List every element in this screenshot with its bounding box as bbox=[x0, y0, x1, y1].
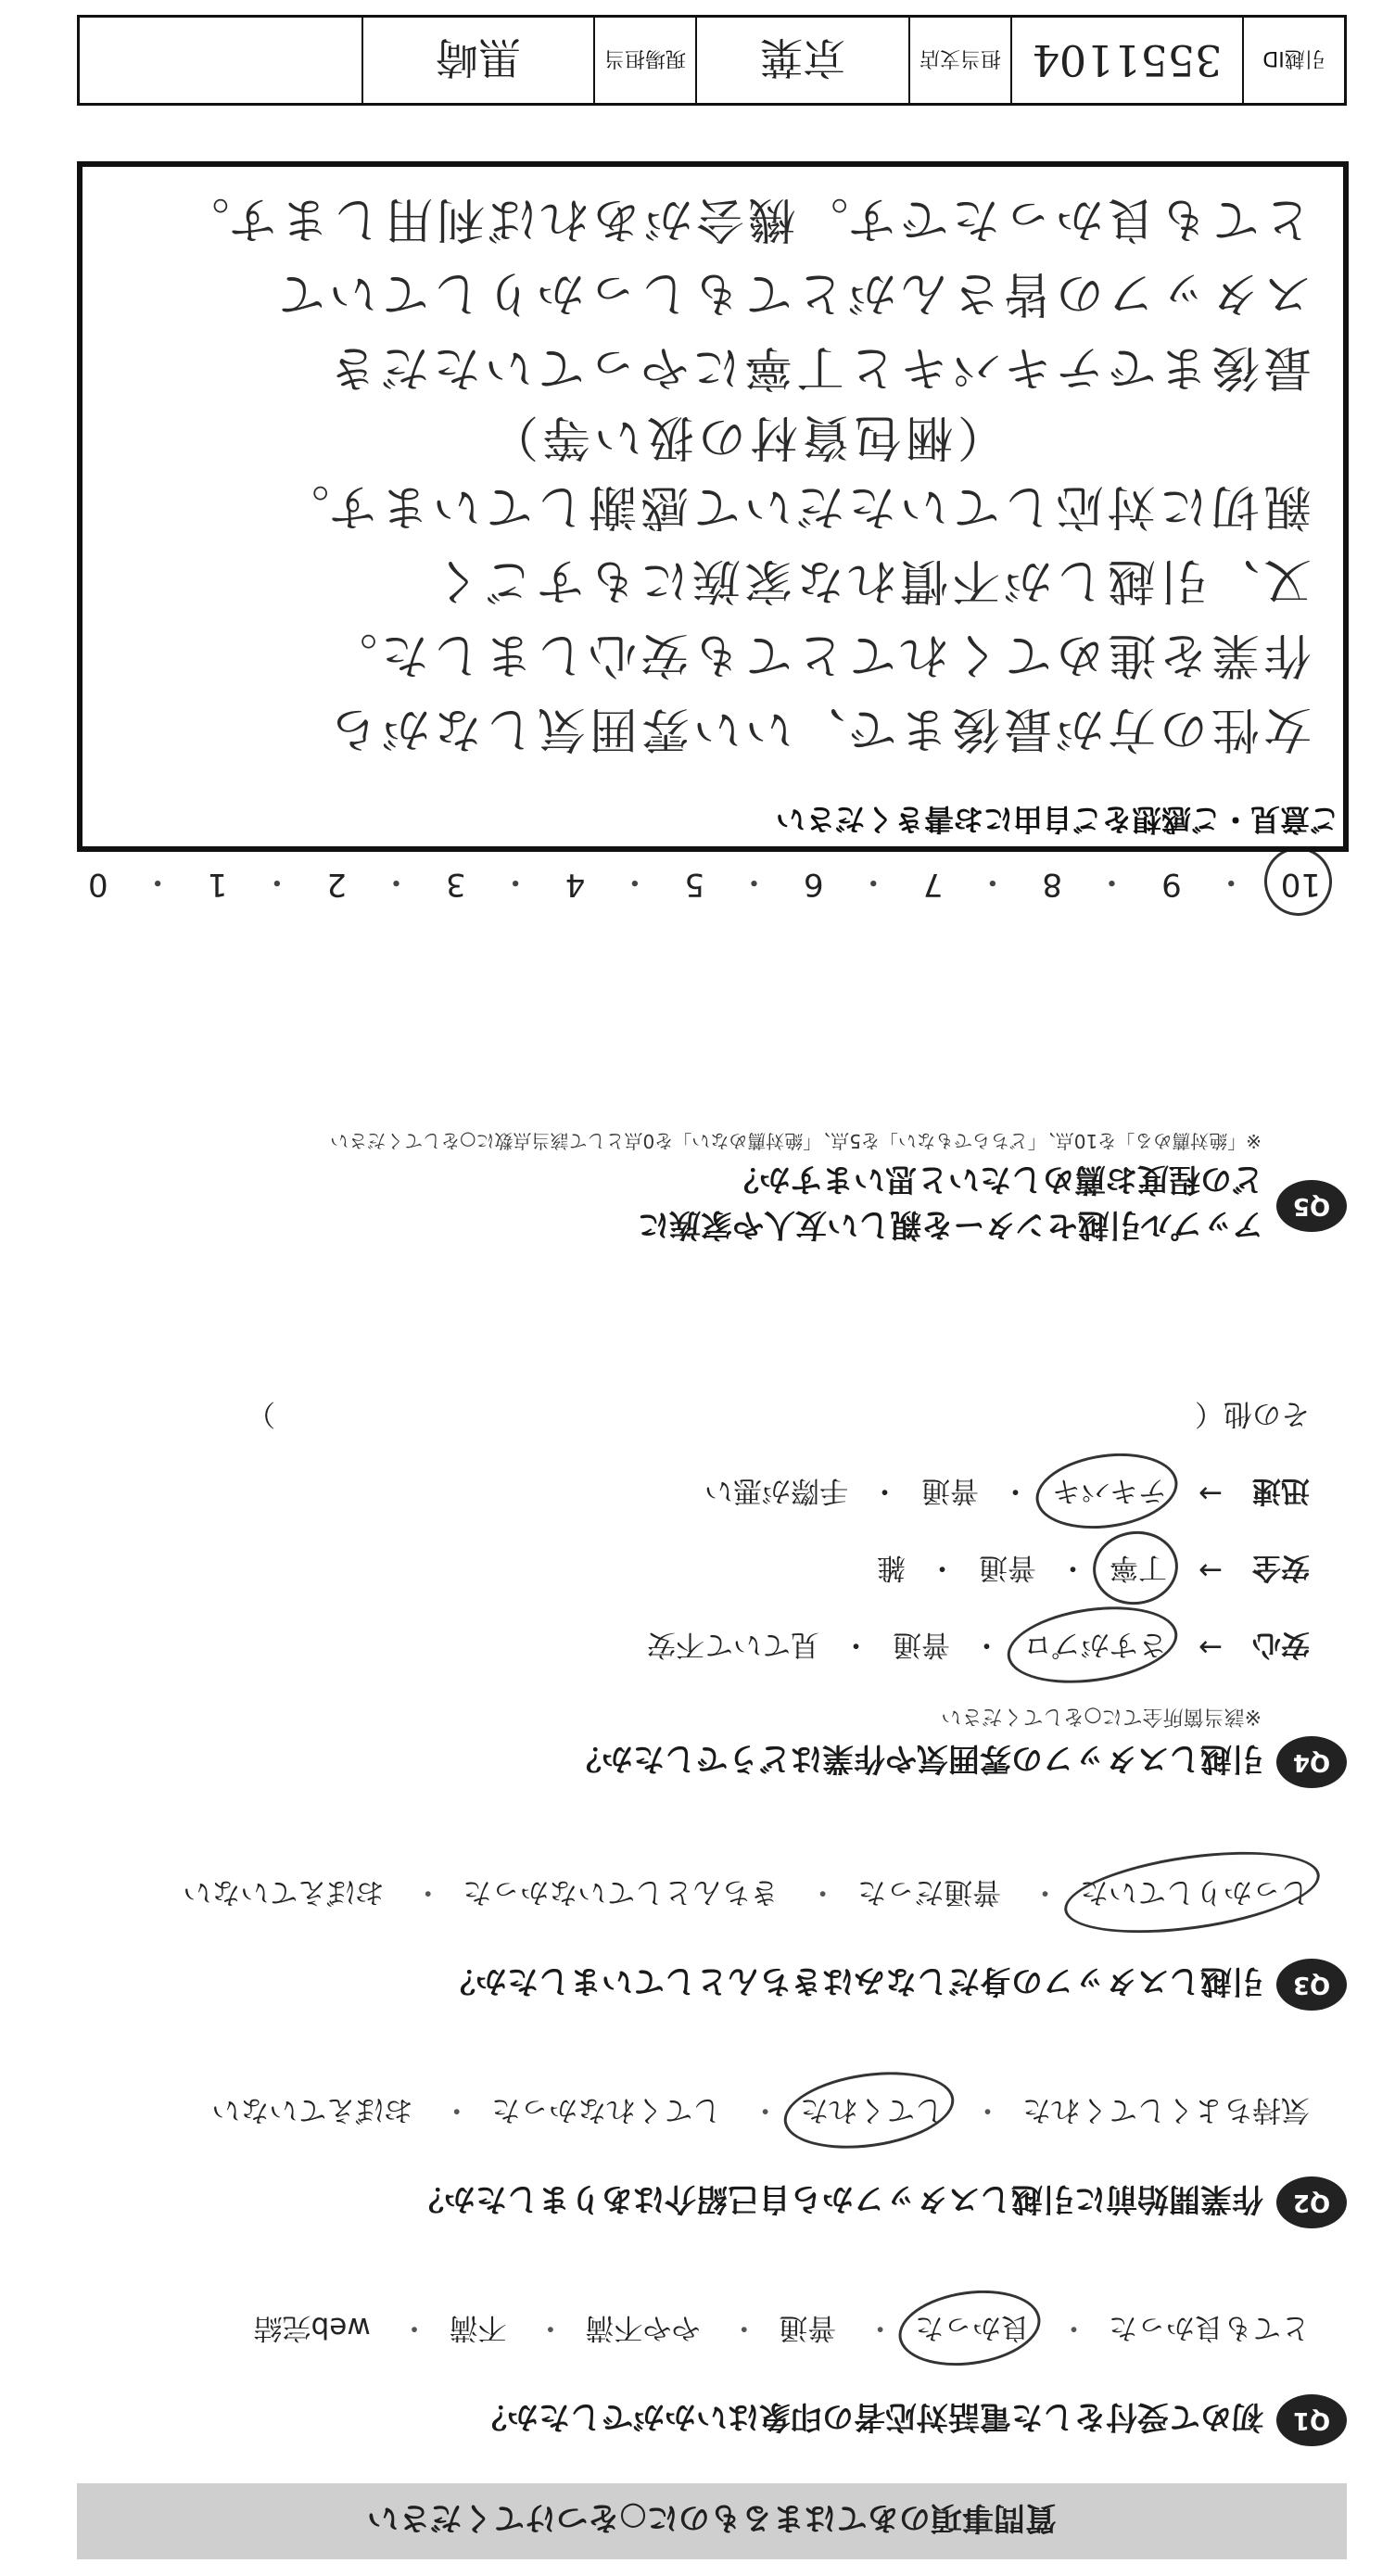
q2-option-selected[interactable]: してくれた bbox=[800, 2092, 944, 2134]
header-table bbox=[77, 15, 1347, 106]
q4-option-selected[interactable]: 丁寧 bbox=[1110, 1550, 1167, 1592]
branch-value: 京葉 bbox=[695, 18, 908, 103]
comment-line: （梱包資材の扱い等） bbox=[486, 409, 1006, 464]
q5-title-line-2: どの程度お薦めしたいと思いますか？ bbox=[728, 1161, 1263, 1198]
q2-badge: Q2 bbox=[1276, 2176, 1347, 2228]
q1-option[interactable]: 普通 bbox=[779, 2311, 837, 2344]
comment-line: 最後までテキパキと丁寧にやっていただき bbox=[324, 339, 1312, 395]
staff-label: 現場担当 bbox=[593, 18, 695, 103]
q5-title-line-1: アップル引越センターを親しい友人や家族に bbox=[638, 1206, 1263, 1243]
q5-badge: Q5 bbox=[1276, 1180, 1347, 1232]
q4-option[interactable]: 雑 bbox=[877, 1551, 907, 1584]
q1-option-selected[interactable]: 良かった bbox=[915, 2310, 1030, 2352]
question-5 bbox=[77, 1129, 1347, 1250]
instructions-band bbox=[77, 2483, 1347, 2559]
arrow-right-icon: → bbox=[1198, 1477, 1223, 1511]
q5-score[interactable]: 2 bbox=[326, 866, 347, 904]
staff-value: 黒崎 bbox=[361, 18, 593, 103]
q4-badge: Q4 bbox=[1276, 1736, 1347, 1788]
comment-line: 親切に対応していただいて感謝しています。 bbox=[277, 478, 1312, 534]
instructions-text: 質問事項のあてはまるものに○をつけてください bbox=[367, 2499, 1057, 2537]
q1-title: 初めて受付をした電話対応者の印象はいかがでしたか？ bbox=[476, 2398, 1263, 2436]
q4-option[interactable]: 手際が悪い bbox=[704, 1474, 849, 1507]
q4-option-selected[interactable]: テキパキ bbox=[1052, 1473, 1167, 1515]
q3-option[interactable]: きちんとしていなかった bbox=[463, 1875, 780, 1909]
q1-options: とても良かった・ 良かった・ 普通・ やや不満・ 不満・ web完結 bbox=[77, 2310, 1310, 2352]
q1-option[interactable]: web完結 bbox=[253, 2311, 371, 2344]
question-4 bbox=[77, 1396, 1347, 1788]
q1-option[interactable]: とても良かった bbox=[1109, 2311, 1310, 2344]
comment-line: 又、引越しが不慣れな家族にもすごく bbox=[428, 552, 1312, 608]
branch-label: 担当支店 bbox=[908, 18, 1010, 103]
q4-row-label: 迅速 bbox=[1252, 1474, 1310, 1507]
question-2 bbox=[77, 2092, 1347, 2228]
q5-score[interactable]: 1 bbox=[207, 866, 228, 904]
q3-options: しっかりしていた・ 普通だった・ きちんとしていなかった・ おぼえていない bbox=[77, 1874, 1310, 1916]
question-3 bbox=[77, 1874, 1347, 2011]
q1-option[interactable]: やや不満 bbox=[585, 2311, 701, 2344]
q5-score[interactable]: 3 bbox=[446, 866, 466, 904]
q3-option[interactable]: 普通だった bbox=[857, 1875, 1002, 1909]
q4-option[interactable]: 見ていて不安 bbox=[647, 1628, 820, 1661]
q3-option-selected[interactable]: しっかりしていた bbox=[1080, 1874, 1310, 1916]
q5-score[interactable]: 0 bbox=[88, 866, 108, 904]
q4-other bbox=[77, 1396, 1310, 1438]
q3-badge: Q3 bbox=[1276, 1959, 1347, 2011]
q5-score-selected[interactable]: 10 bbox=[1280, 866, 1321, 904]
q4-option[interactable]: 普通 bbox=[921, 1474, 980, 1507]
q5-score[interactable]: 8 bbox=[1042, 866, 1063, 904]
q1-option[interactable]: 不満 bbox=[449, 2311, 507, 2344]
comment-line: 女性の方が最後まで、いい雰囲気しながら bbox=[326, 701, 1312, 756]
q2-option[interactable]: 気持ちよくしてくれた bbox=[1022, 2093, 1310, 2126]
move-id-value: 3551104 bbox=[1010, 18, 1242, 103]
q2-option[interactable]: おぼえていない bbox=[211, 2093, 413, 2126]
q4-option-selected[interactable]: さすがプロ bbox=[1023, 1627, 1167, 1669]
q2-options: 気持ちよくしてくれた・ してくれた・ してくれなかった・ おぼえていない bbox=[77, 2092, 1310, 2134]
q5-score[interactable]: 5 bbox=[684, 866, 705, 904]
arrow-right-icon: → bbox=[1198, 1554, 1223, 1588]
q5-note: ※「絶対薦める」を10点、「どちらでもない」を5点、「絶対薦めない」を0点として該当点数に○をしてください bbox=[330, 1130, 1262, 1152]
q4-row-label: 安全 bbox=[1252, 1551, 1310, 1584]
q5-score[interactable]: 9 bbox=[1161, 866, 1182, 904]
q2-title: 作業開始前に引越しスタッフから自己紹介はありましたか？ bbox=[412, 2180, 1263, 2218]
q2-option[interactable]: してくれなかった bbox=[491, 2093, 722, 2126]
q4-row-label: 安心 bbox=[1252, 1628, 1310, 1661]
comment-line: スタッフの皆さんがとてもしっかりしていて bbox=[273, 265, 1312, 321]
question-1 bbox=[77, 2310, 1347, 2446]
q4-note: ※該当箇所全てに○をしてください bbox=[941, 1705, 1262, 1728]
q4-other-field[interactable]: その他（ ） bbox=[247, 1397, 1310, 1430]
q5-score[interactable]: 7 bbox=[922, 866, 944, 904]
q3-title: 引越しスタッフの身だしなみはきちんとしていましたか？ bbox=[444, 1962, 1263, 2000]
header-blank-cell bbox=[80, 18, 361, 103]
q4-row-anshin: 安心 → さすがプロ ・ 普通 ・ 見ていて不安 bbox=[77, 1627, 1310, 1669]
move-id-label: 引越ID bbox=[1242, 18, 1344, 103]
q4-option[interactable]: 普通 bbox=[979, 1551, 1037, 1584]
q5-score[interactable]: 6 bbox=[804, 866, 824, 904]
q4-option[interactable]: 普通 bbox=[893, 1628, 951, 1661]
comment-title: ご意見・ご感想をご自由にお書きください bbox=[775, 802, 1339, 837]
q1-badge: Q1 bbox=[1276, 2394, 1347, 2446]
q4-row-jinsoku: 迅速 → テキパキ ・ 普通 ・ 手際が悪い bbox=[77, 1473, 1310, 1515]
q4-row-anzen: 安全 → 丁寧 ・ 普通 ・ 雑 bbox=[77, 1550, 1310, 1592]
comment-line: 作業を進めてくれてとても安心しました。 bbox=[324, 627, 1312, 682]
q5-score[interactable]: 4 bbox=[564, 866, 586, 904]
q5-scale: 10 ・ 9 ・ 8 ・ 7 ・ 6 ・ 5 ・ 4 ・ 3 ・ 2 ・ 1 ・ 0 bbox=[88, 863, 1321, 904]
arrow-right-icon: → bbox=[1198, 1631, 1223, 1665]
comment-line: とても良かったです。機会があれば利用します。 bbox=[177, 191, 1312, 247]
q3-option[interactable]: おぼえていない bbox=[183, 1875, 385, 1909]
q4-title: 引越しスタッフの雰囲気や作業はどうでしたか？ bbox=[570, 1740, 1263, 1778]
